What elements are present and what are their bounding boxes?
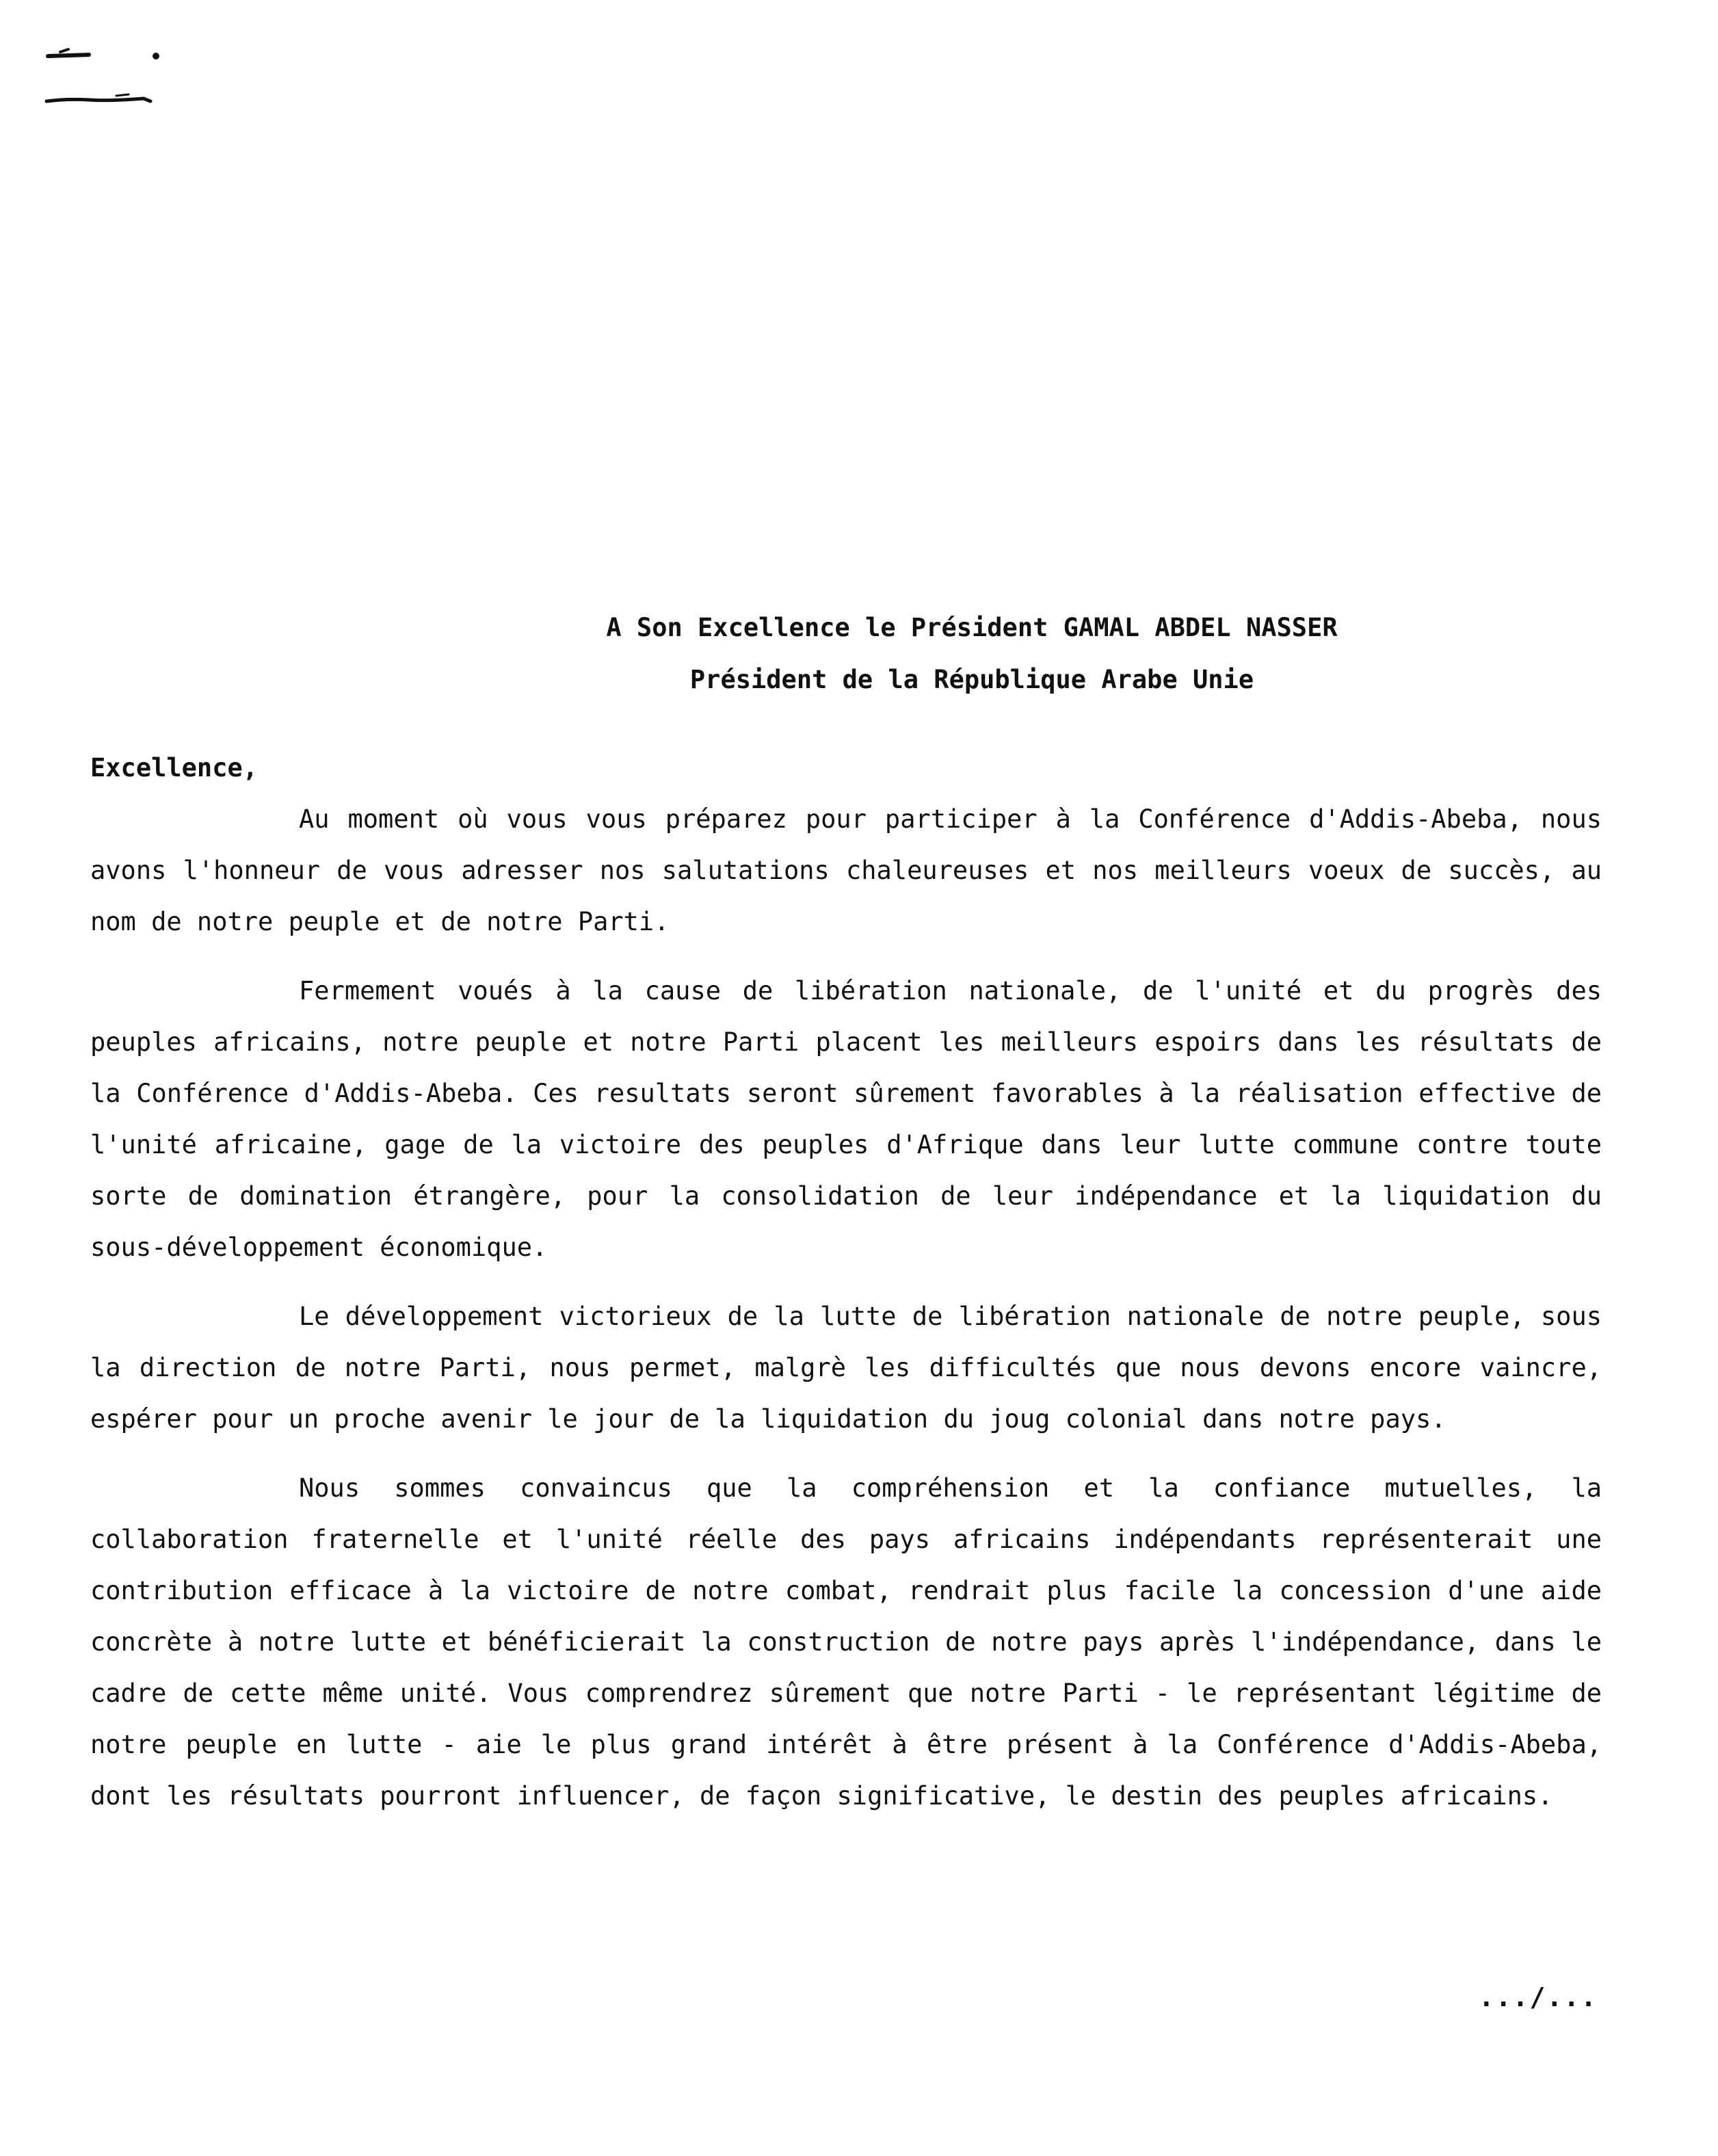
paragraph-2: Fermement voués à la cause de libération nationale, de l'unité et du progrès des peuples africains, notre peuple et notre Parti placent les meilleurs espoirs dans les résultats de la Conférence d'Addis-Abeba. Ces resultats seront sûrement favorables à la réalisation effective de l'unité africaine, gage de la victoire des peuples d'Afrique dans leur lutte commune contre toute sorte de domination étrangère, pour la consolidation de leur indépendance et la liquidation du sous-développement économique. xyxy=(90,976,1602,1262)
continuation-mark: .../... xyxy=(1478,1982,1598,2012)
paragraph-1: Au moment où vous vous préparez pour participer à la Conférence d'Addis-Abeba, nous avons l'honneur de vous adresser nos salutations chaleureuses et nos meilleurs voeux de succès, au nom de notre peuple et de notre Parti. xyxy=(90,804,1602,936)
header-ink-marks xyxy=(41,41,178,116)
paragraph-3: Le développement victorieux de la lutte de libération nationale de notre peuple, sous la direction de notre Parti, nous permet, malgrè les difficultés que nous devons encore vaincre, espérer pour un proche avenir le jour de la liquidation du joug colonial dans notre pays. xyxy=(90,1302,1602,1434)
addressee-line-2: Président de la République Arabe Unie xyxy=(689,665,1254,694)
addressee-block xyxy=(0,602,1718,706)
addressee-line-1: A Son Excellence le Président GAMAL ABDEL NASSER xyxy=(606,613,1338,642)
salutation: Excellence, xyxy=(90,753,259,783)
letter-body xyxy=(90,742,1602,1822)
paragraph-4: Nous sommes convaincus que la compréhension et la confiance mutuelles, la collaboration fraternelle et l'unité réelle des pays africains indépendants représenterait une contribution efficace à la victoire de notre combat, rendrait plus facile la concession d'une aide concrète à notre lutte et bénéficierait la construction de notre pays après l'indépendance, dans le cadre de cette même unité. Vous comprendrez sûrement que notre Parti - le représentant légitime de notre peuple en lutte - aie le plus grand intérêt à être présent à la Conférence d'Addis-Abeba, dont les résultats pourront influencer, de façon significative, le destin des peuples africains. xyxy=(90,1473,1602,1811)
